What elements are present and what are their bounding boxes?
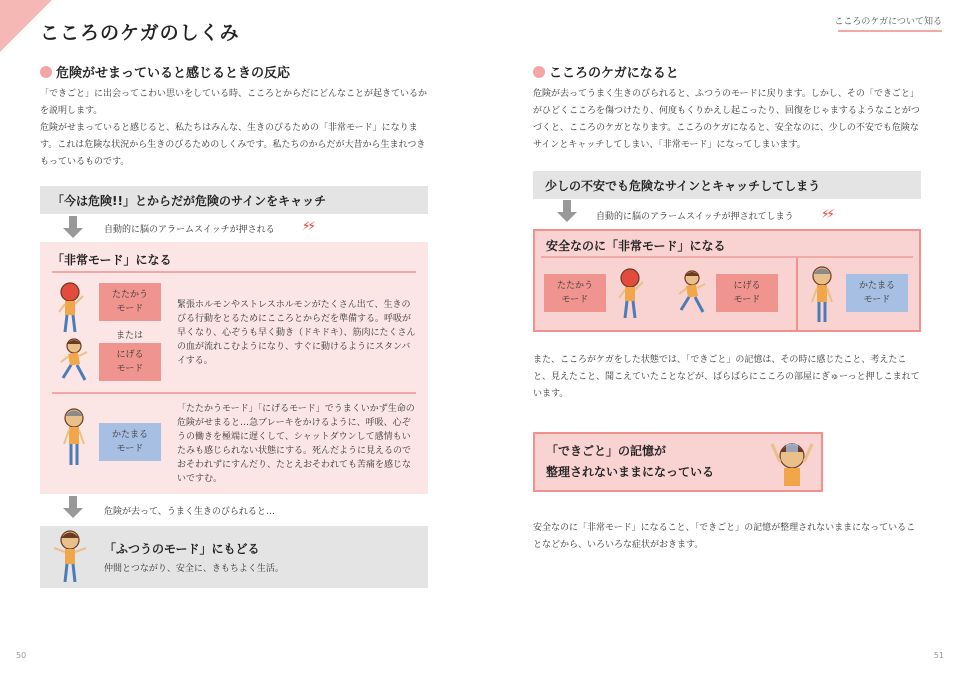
section-heading-kokoro-injury xyxy=(533,62,679,81)
page-number-left: 50 xyxy=(16,651,27,660)
normal-figure-icon xyxy=(50,530,90,584)
divider xyxy=(52,392,416,394)
fight-figure-icon xyxy=(616,268,646,320)
section-heading-text: こころのケガになると xyxy=(549,66,679,81)
freeze-mode-label: かたまる モード xyxy=(99,423,161,461)
freeze-figure-icon xyxy=(806,266,838,324)
section-heading-danger-reaction xyxy=(40,62,290,81)
memory-box-text: 「できごと」の記憶が 整理されないままになっている xyxy=(546,444,715,479)
divider xyxy=(541,256,913,258)
divider xyxy=(796,258,798,330)
fight-figure-icon xyxy=(56,282,86,334)
intro-paragraph-2: 危険がせまっていると感じると、私たちはみんな、生きのびるための「非常モード」になります。これは危険な状況から生きのびるためのしくみです。私たちのからだが大昔から生まれつきもっているものです。 xyxy=(40,123,426,167)
symptom-paragraph: 安全なのに「非常モード」になること、「できごと」の記憶が整理されないままになっていることなどから、いろいろな症状がおきます。 xyxy=(533,523,916,550)
distressed-figure-icon xyxy=(766,436,818,488)
lightning-icon: ⚡⚡ xyxy=(821,207,832,221)
anxiety-signal-bar: 少しの不安でも危険なサインとキャッチしてしまう xyxy=(533,171,921,199)
or-label: または xyxy=(116,331,144,341)
memory-paragraph: また、こころがケガをした状態では、「できごと」の記憶は、その時に感じたこと、考えたこと、見えたこと、聞こえていたことなどが、ばらばらにこころの部屋にぎゅーっと押しこまれています。 xyxy=(533,355,920,399)
section-heading-text: 危険がせまっていると感じるときの反応 xyxy=(56,66,291,81)
intro-paragraph-1: 「できごと」に出会ってこわい思いをしている時、こころとからだにどんなことが起きているかを説明します。 xyxy=(40,89,428,116)
normal-mode-description: 仲間とつながり、安全に、きもちよく生活。 xyxy=(104,564,284,574)
bullet-dot-icon xyxy=(40,66,52,78)
down-arrow-icon xyxy=(66,216,80,238)
freeze-description: 「たたかうモード」「にげるモード」でうまくいかず生命の危険がせまると…急ブレーキをかけるように、呼吸、心ぞうの働きを極端に遅くして、シャットダウンして感情もいたみも感じられない状態にする。死んだように見えるのでおそわれずにすんだり、たとえおそわれても苦痛を感じないですむ。 xyxy=(177,404,415,484)
flee-mode-label: にげる モード xyxy=(716,274,778,312)
freeze-mode-label: かたまる モード xyxy=(846,274,908,312)
fight-mode-label: たたかう モード xyxy=(99,283,161,321)
flee-figure-icon xyxy=(58,338,90,384)
alarm-caption: 自動的に脳のアラームスイッチが押されてしまう xyxy=(596,212,794,222)
chapter-header: こころのケガについて知る xyxy=(834,17,942,27)
fight-flee-description: 緊張ホルモンやストレスホルモンがたくさん出て、生きのびる行動をとるためにこころとからだを準備する。呼吸が早くなり、心ぞうも早く動き（ドキドキ）、筋肉にたくさんの血が流れこむようになり、すぐに動けるようにスタンバイする。 xyxy=(177,300,416,366)
fight-mode-label: たたかう モード xyxy=(544,274,606,312)
page-number-right: 51 xyxy=(933,651,944,660)
divider xyxy=(52,271,416,273)
alarm-caption: 自動的に脳のアラームスイッチが押される xyxy=(104,225,275,235)
normal-mode-panel xyxy=(40,526,428,588)
normal-mode-title: 「ふつうのモード」にもどる xyxy=(104,542,260,556)
injury-paragraph: 危険が去ってうまく生きのびられると、ふつうのモードに戻ります。しかし、その「できごと」がひどくこころを傷つけたり、何度もくりかえし起こったり、回復をじゃまするようなことがつづくと、こころのケガとなります。こころのケガになると、安全なのに、少しの不安でも危険なサインとキャッチしてしまい、「非常モード」になってしまいます。 xyxy=(533,89,920,150)
danger-passed-caption: 危険が去って、うまく生きのびられると… xyxy=(104,507,275,517)
down-arrow-icon xyxy=(560,200,574,222)
flee-figure-icon xyxy=(676,270,708,316)
bullet-dot-icon xyxy=(533,66,545,78)
header-underline xyxy=(838,30,942,32)
emergency-mode-title: 「非常モード」になる xyxy=(52,253,172,267)
catch-signal-bar: 「今は危険!!」とからだが危険のサインをキャッチ xyxy=(40,186,428,214)
freeze-figure-icon xyxy=(58,408,90,468)
flee-mode-label: にげる モード xyxy=(99,343,161,381)
down-arrow-icon xyxy=(66,496,80,518)
page-title: こころのケガのしくみ xyxy=(40,22,240,44)
lightning-icon: ⚡⚡ xyxy=(302,219,313,233)
safe-emergency-title: 安全なのに「非常モード」になる xyxy=(546,239,726,253)
